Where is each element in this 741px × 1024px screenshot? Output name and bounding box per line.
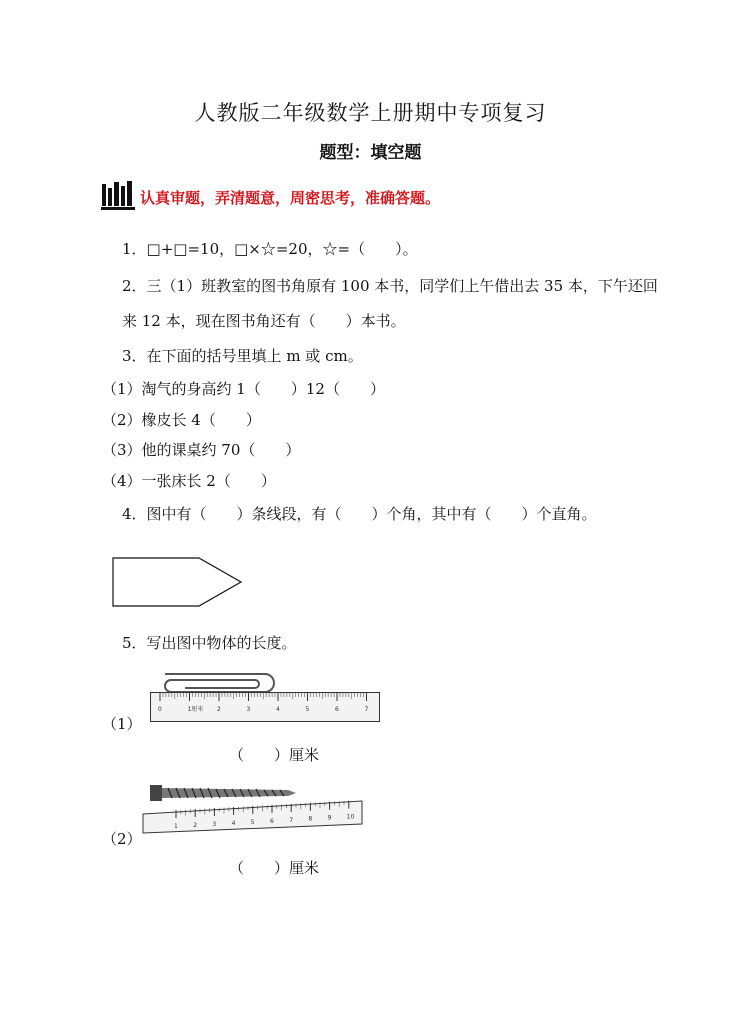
- question-3-item-1: （1）淘气的身高约 1（ ）12（ ）: [102, 380, 385, 398]
- ruler-tick-label: 4: [231, 819, 236, 827]
- ruler-tick-label: 4: [276, 706, 280, 713]
- question-3-item-3: （3）他的课桌约 70（ ）: [102, 441, 301, 459]
- question-3-item-4: （4）一张床长 2（ ）: [102, 472, 276, 490]
- question-5: 5．写出图中物体的长度。: [122, 634, 297, 652]
- ruler-tick-label: 6: [335, 706, 339, 713]
- ruler-tick-label: 5: [305, 706, 310, 713]
- ruler-tick-label: 8: [308, 815, 313, 823]
- tip-text: 认真审题，弄清题意，周密思考，准确答题。: [140, 189, 441, 207]
- ruler-tick-label: 7: [289, 816, 294, 824]
- ruler-tick-label: 2: [193, 822, 198, 830]
- page-subtitle: 题型：填空题: [319, 143, 422, 163]
- pentagon-arrow-shape: [112, 556, 244, 608]
- ruler-tick-label: 3: [246, 706, 251, 713]
- question-3: 3．在下面的括号里填上 m 或 cm。: [122, 347, 363, 365]
- ruler-tick-label: 10: [346, 813, 355, 821]
- ruler-tick-label: 2: [217, 706, 221, 713]
- question-2-line-2: 来 12 本，现在图书角还有（ ）本书。: [122, 312, 406, 330]
- question-5-item-1-label: （1）: [102, 715, 142, 733]
- question-5-item-2-label: （2）: [102, 830, 142, 848]
- question-3-item-2: （2）橡皮长 4（ ）: [102, 411, 261, 429]
- ruler-tick-label: 0: [158, 706, 162, 713]
- ruler-tick-label: 1厘米: [187, 706, 204, 713]
- question-1: 1．□+□=10，□×☆=20，☆=（ ）。: [122, 240, 418, 258]
- ruler-tick-label: 3: [212, 821, 217, 829]
- books-icon: [101, 180, 135, 212]
- ruler-tick-label: 7: [364, 706, 369, 713]
- page-title: 人教版二年级数学上册期中专项复习: [194, 101, 547, 125]
- ruler-tick-label: 5: [250, 818, 255, 826]
- question-4: 4．图中有（ ）条线段，有（ ）个角，其中有（ ）个直角。: [122, 505, 597, 523]
- ruler-tick-label: 1: [174, 823, 178, 831]
- question-5-item-1-answer: （ ）厘米: [229, 746, 320, 764]
- ruler-tick-label: 6: [270, 817, 274, 825]
- ruler-2: [142, 800, 364, 834]
- ruler-1: [150, 692, 380, 722]
- ruler-tick-label: 9: [327, 814, 332, 822]
- question-2-line-1: 2．三（1）班教室的图书角原有 100 本书，同学们上午借出去 35 本，下午还回: [122, 277, 658, 295]
- question-5-item-2-answer: （ ）厘米: [229, 859, 320, 877]
